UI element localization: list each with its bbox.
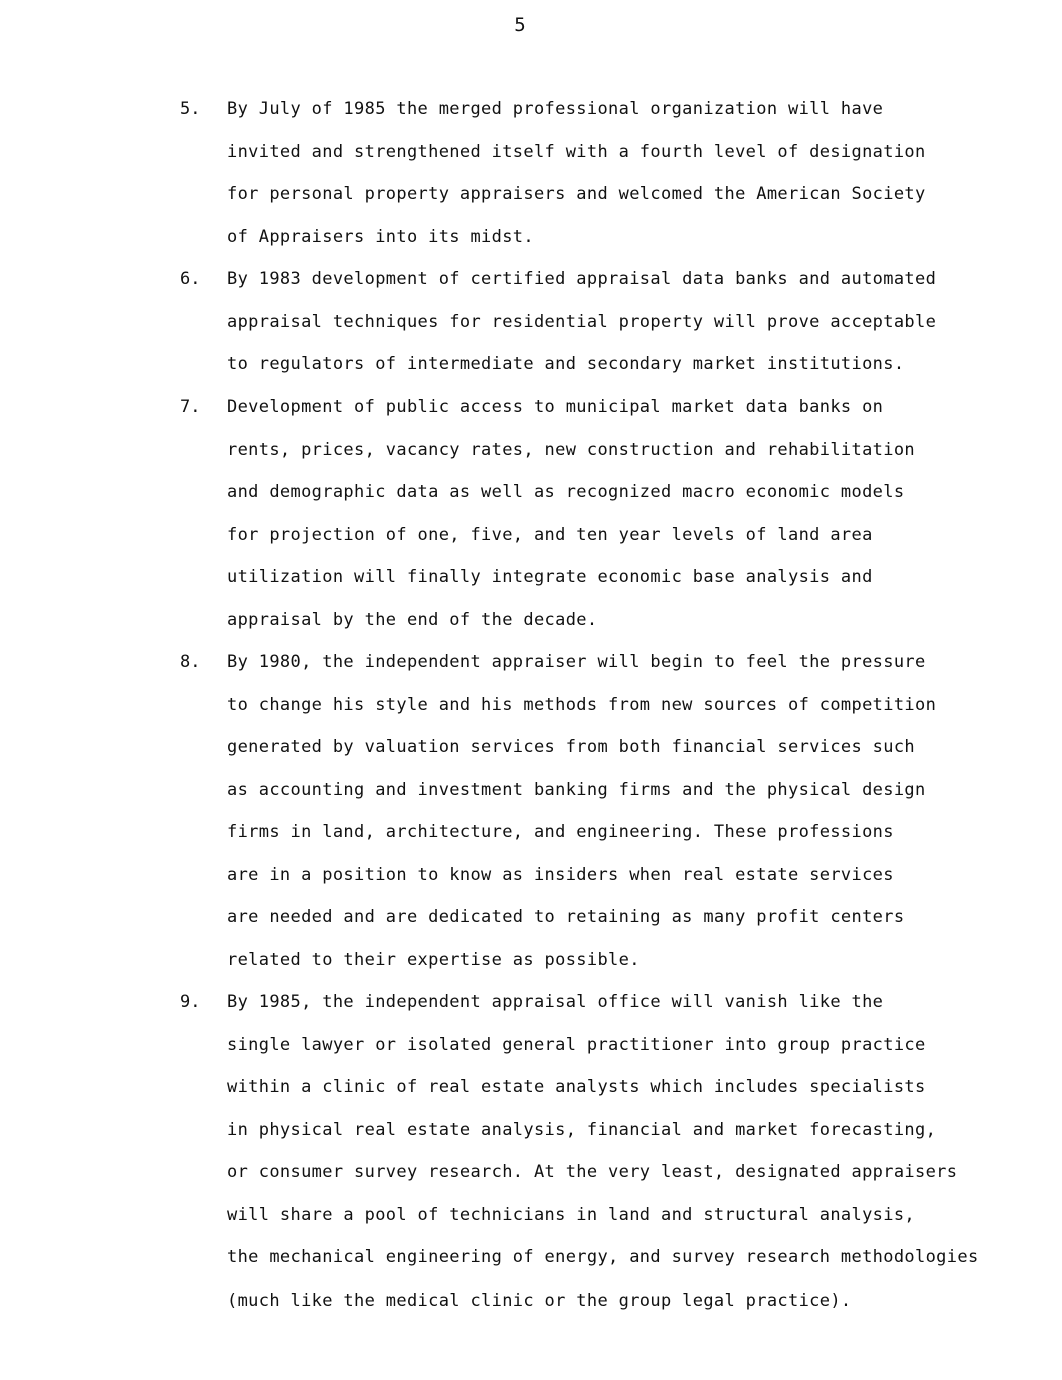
item-line: single lawyer or isolated general practitioner into group practice [227,1034,926,1055]
item-line: (much like the medical clinic or the group legal practice). [227,1291,852,1311]
item-line: to regulators of intermediate and secondary market institutions. [227,354,905,374]
item-line: will share a pool of technicians in land and structural analysis, [227,1204,916,1225]
item-line: appraisal by the end of the decade. [227,609,598,630]
item-line: to change his style and his methods from new sources of competition [227,694,937,715]
page-number: 5 [514,14,526,36]
item-line: as accounting and investment banking firms and the physical design [227,779,926,800]
item-number: 9. [180,992,201,1012]
item-line: for projection of one, five, and ten year levels of land area [227,524,873,545]
item-line: By 1985, the independent appraisal office will vanish like the [227,992,884,1012]
item-line: or consumer survey research. At the very least, designated appraisers [227,1162,958,1182]
item-line: generated by valuation services from both financial services such [227,737,916,757]
item-line: related to their expertise as possible. [227,949,640,970]
item-line: By 1980, the independent appraiser will begin to feel the pressure [227,652,926,672]
item-line: rents, prices, vacancy rates, new construction and rehabilitation [227,439,916,460]
item-line: and demographic data as well as recognized macro economic models [227,482,905,502]
item-number: 7. [180,397,201,417]
item-line: appraisal techniques for residential property will prove acceptable [227,311,937,332]
item-line: Development of public access to municipal market data banks on [227,397,884,417]
item-line: within a clinic of real estate analysts which includes specialists [227,1077,926,1097]
item-line: By July of 1985 the merged professional organization will have [227,99,884,119]
item-line: in physical real estate analysis, financial and market forecasting, [227,1119,937,1140]
item-line: firms in land, architecture, and engineering. These professions [227,822,894,842]
item-line: are in a position to know as insiders when real estate services [227,864,894,885]
item-number: 5. [180,99,201,119]
item-number: 8. [180,652,201,672]
item-line: are needed and are dedicated to retaining as many profit centers [227,907,905,927]
item-line: By 1983 development of certified appraisal data banks and automated [227,269,937,289]
item-line: the mechanical engineering of energy, and survey research methodologies [227,1247,979,1267]
item-line: invited and strengthened itself with a fourth level of designation [227,141,926,162]
item-line: of Appraisers into its midst. [227,226,534,247]
item-number: 6. [180,269,201,289]
item-line: for personal property appraisers and welcomed the American Society [227,184,926,204]
item-line: utilization will finally integrate economic base analysis and [227,567,873,587]
